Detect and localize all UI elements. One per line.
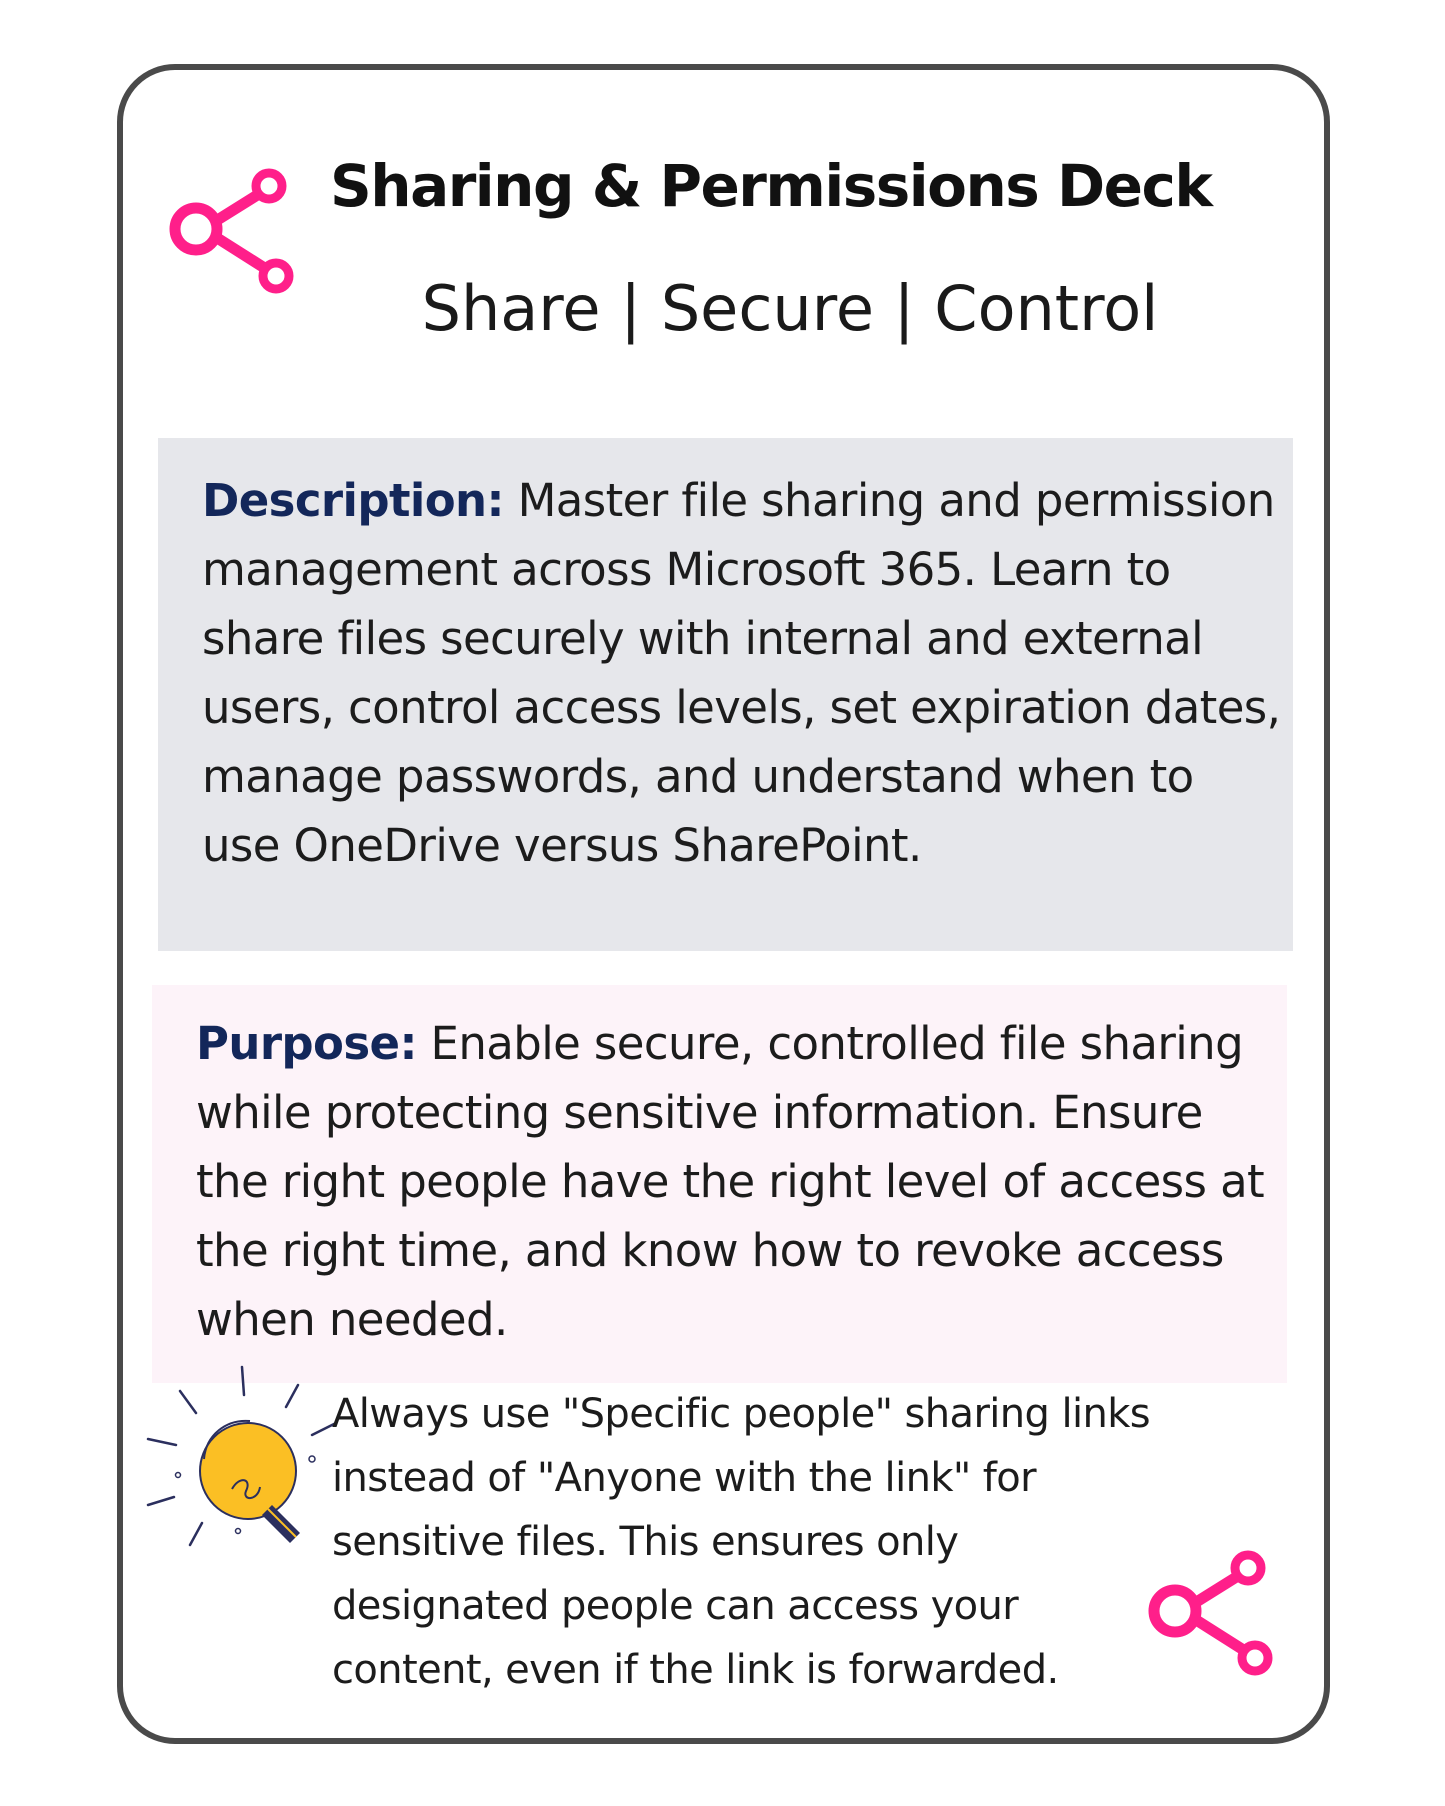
- purpose-text: [196, 1009, 1286, 1354]
- description-body: Master file sharing and permission management across Microsoft 365. Learn to share files securely with internal and external users, control access levels, set expiration dates, manage passwords, and understand when to use OneDrive versus SharePoint.: [202, 474, 1281, 872]
- page-title: Sharing & Permissions Deck: [330, 152, 1212, 220]
- share-icon: [1142, 1537, 1282, 1677]
- description-label: Description:: [202, 474, 504, 527]
- purpose-label: Purpose:: [196, 1017, 417, 1070]
- lightbulb-icon: [140, 1355, 340, 1585]
- purpose-section: [152, 985, 1287, 1383]
- tip-text: Always use "Specific people" sharing links instead of "Anyone with the link" for sensitive files. This ensures only designated people can access your content, even if the link is forwarded.: [332, 1391, 1151, 1693]
- share-icon: [163, 155, 303, 295]
- description-text: [202, 466, 1282, 880]
- description-section: [158, 438, 1293, 951]
- page-subtitle: Share | Secure | Control: [421, 272, 1159, 345]
- purpose-body: Enable secure, controlled file sharing while protecting sensitive information. Ensure the right people have the right level of access at the right time, and know how to revoke access when needed.: [196, 1017, 1265, 1346]
